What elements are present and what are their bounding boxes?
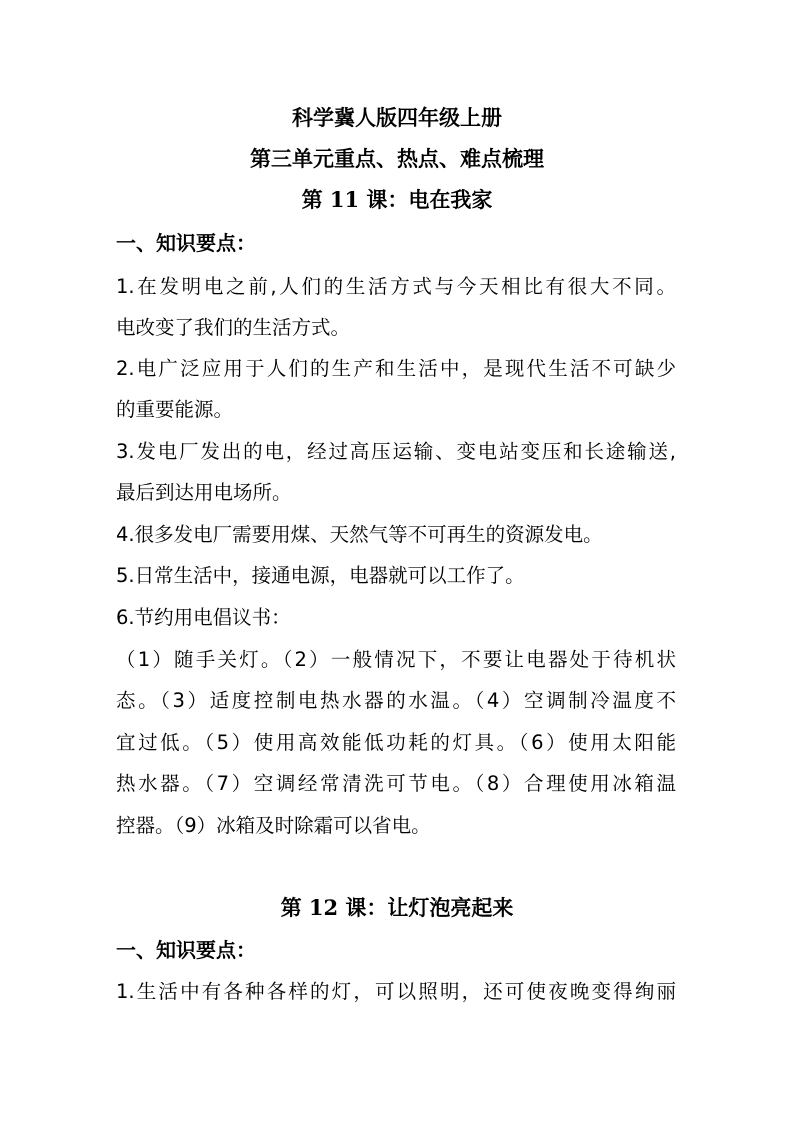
paragraph-line: 电改变了我们的生活方式。: [116, 316, 351, 339]
paragraph-line: 宜过低。（5）使用高效能低功耗的灯具。（6）使用太阳能: [116, 731, 676, 754]
paragraph-line: 4.很多发电厂需要用煤、天然气等不可再生的资源发电。: [116, 523, 603, 546]
paragraph-line: 6.节约用电倡议书：: [116, 606, 291, 629]
section-heading-lesson-12: 一、知识要点：: [116, 938, 256, 962]
document-title: 科学冀人版四年级上册: [292, 105, 502, 130]
section-heading-lesson-11: 一、知识要点：: [116, 231, 256, 255]
paragraph-line: 5.日常生活中，接通电源，电器就可以工作了。: [116, 564, 525, 587]
paragraph-line: 最后到达用电场所。: [116, 481, 292, 504]
unit-title: 第三单元重点、热点、难点梳理: [250, 146, 544, 171]
paragraph-line: 2.电广泛应用于人们的生产和生活中，是现代生活不可缺少: [116, 357, 676, 380]
paragraph-line: 的重要能源。: [116, 398, 234, 421]
paragraph-line: 控器。（9）冰箱及时除霜可以省电。: [116, 814, 431, 837]
paragraph-line: 3.发电厂发出的电，经过高压运输、变电站变压和长途输送,: [116, 440, 676, 463]
paragraph-line: 态。（3）适度控制电热水器的水温。（4）空调制冷温度不: [116, 689, 676, 712]
paragraph-line: （1）随手关灯。（2）一般情况下，不要让电器处于待机状: [116, 648, 676, 671]
paragraph-line: 1.在发明电之前,人们的生活方式与今天相比有很大不同。: [116, 275, 676, 298]
paragraph-line: 1.生活中有各种各样的灯，可以照明，还可使夜晚变得绚丽: [116, 980, 676, 1003]
paragraph-line: 热水器。（7）空调经常清洗可节电。（8）合理使用冰箱温: [116, 772, 676, 795]
lesson-12-title: 第 12 课：让灯泡亮起来: [280, 895, 514, 920]
lesson-11-title: 第 11 课：电在我家: [301, 187, 493, 212]
